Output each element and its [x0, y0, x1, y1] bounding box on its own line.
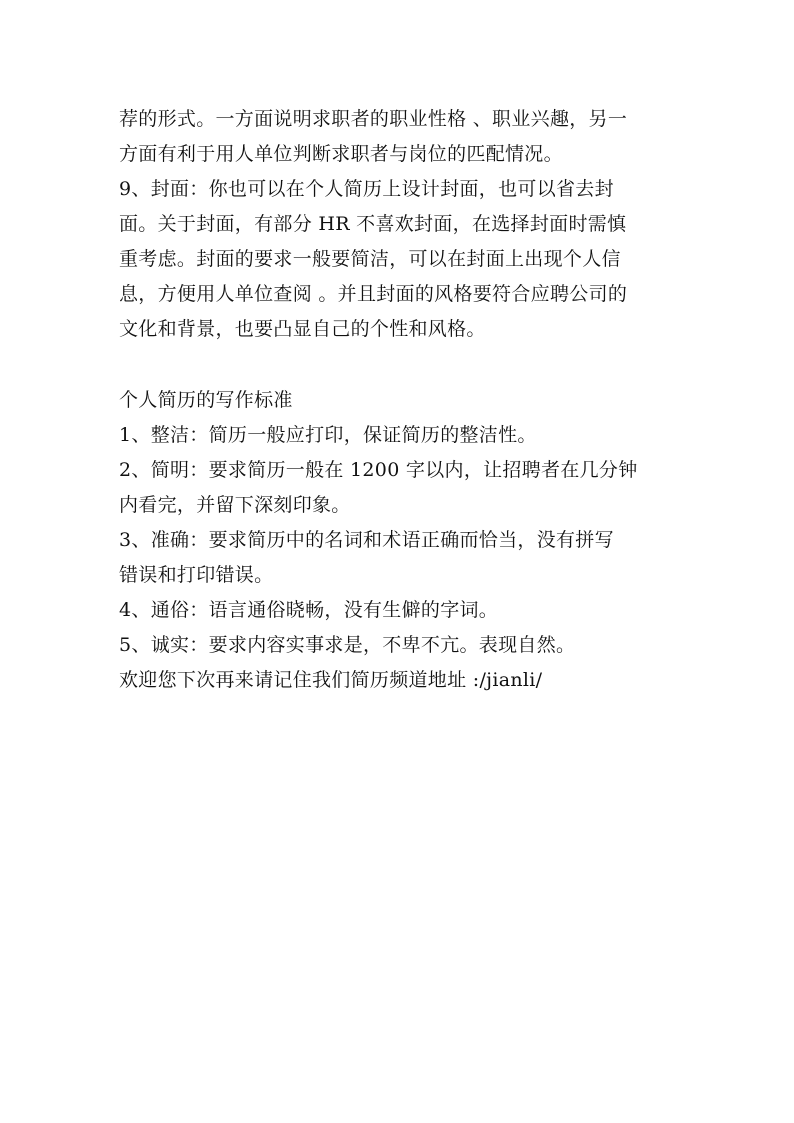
text-line: 1、整洁：简历一般应打印，保证简历的整洁性。: [119, 424, 537, 446]
text-line: 重考虑。封面的要求一般要简洁，可以在封面上出现个人信: [119, 248, 621, 270]
text-line: 内看完，并留下深刻印象。: [119, 494, 351, 516]
cover-paragraph: [119, 102, 679, 347]
text-line: 荐的形式。一方面说明求职者的职业性格 、职业兴趣，另一: [119, 108, 628, 130]
section-heading: 个人简历的写作标准: [119, 389, 293, 411]
text-line: 5、诚实：要求内容实事求是，不卑不亢。表现自然。: [119, 634, 576, 656]
text-line: 9、封面：你也可以在个人简历上设计封面，也可以省去封: [119, 178, 614, 200]
text-line: 3、准确：要求简历中的名词和术语正确而恰当，没有拼写: [119, 529, 614, 551]
text-line: 息，方便用人单位查阅 。并且封面的风格要符合应聘公司的: [119, 283, 628, 305]
text-line: 面。关于封面，有部分 HR 不喜欢封面，在选择封面时需慎: [119, 213, 627, 235]
document-page: [119, 102, 679, 698]
text-line: 错误和打印错误。: [119, 564, 274, 586]
text-line: 方面有利于用人单位判断求职者与岗位的匹配情况。: [119, 143, 563, 165]
text-line: 文化和背景，也要凸显自己的个性和风格。: [119, 318, 486, 340]
text-line: 4、通俗：语言通俗晓畅，没有生僻的字词。: [119, 599, 499, 621]
text-line: 2、简明：要求简历一般在 1200 字以内，让招聘者在几分钟: [119, 459, 638, 481]
writing-standard-section: [119, 383, 679, 698]
paragraph-spacer: [119, 347, 679, 383]
site-address-line: 欢迎您下次再来请记住我们简历频道地址 :/jianli/: [119, 669, 543, 691]
